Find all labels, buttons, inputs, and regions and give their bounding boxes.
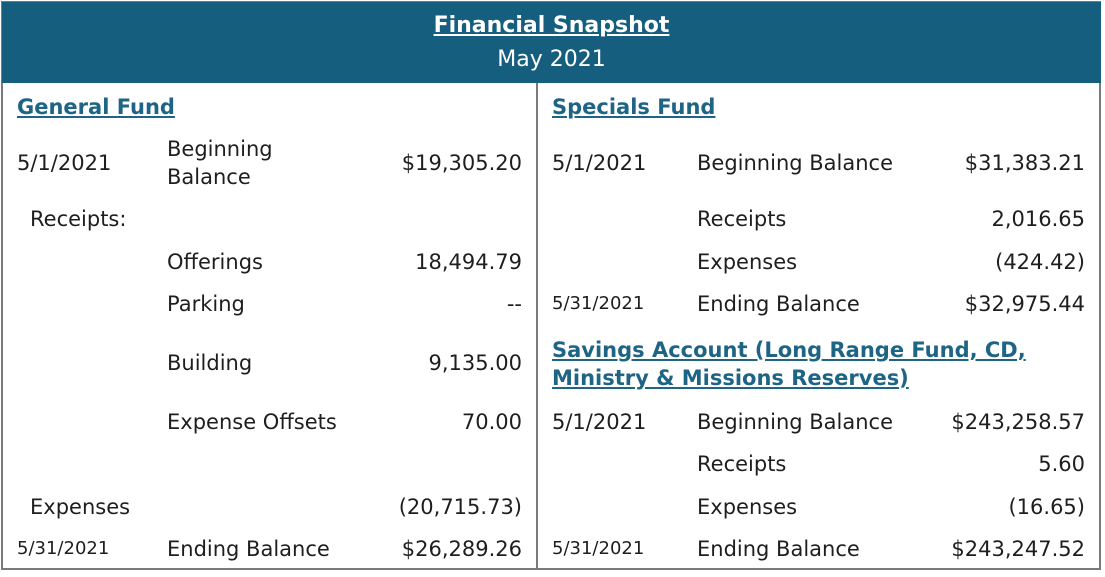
savings-heading-line1: Savings Account (Long Range Fund, CD, <box>552 338 1026 362</box>
savings-expenses-value: (16.65) <box>1008 495 1085 519</box>
specials-end-date: 5/31/2021 <box>552 293 645 314</box>
general-offerings-label: Offerings <box>167 250 263 274</box>
snapshot-frame <box>1 1 1101 570</box>
savings-begin-value: $243,258.57 <box>951 410 1085 434</box>
specials-end-value: $32,975.44 <box>964 292 1085 316</box>
specials-begin-date: 5/1/2021 <box>552 151 647 175</box>
general-begin-label-line2: Balance <box>167 165 251 189</box>
specials-begin-label: Beginning Balance <box>697 151 894 175</box>
general-begin-value: $19,305.20 <box>401 151 522 175</box>
general-parking-value: -- <box>506 292 522 316</box>
page-title: Financial Snapshot <box>433 13 670 38</box>
general-parking-label: Parking <box>167 292 245 316</box>
specials-expenses-label: Expenses <box>697 250 798 274</box>
general-receipts-label: Receipts: <box>30 207 127 231</box>
specials-fund-heading: Specials Fund <box>552 95 716 119</box>
page-subtitle: May 2021 <box>497 47 606 72</box>
savings-end-value: $243,247.52 <box>951 537 1085 561</box>
general-expenses-value: (20,715.73) <box>398 495 522 519</box>
general-begin-date: 5/1/2021 <box>17 151 112 175</box>
specials-begin-value: $31,383.21 <box>964 151 1085 175</box>
specials-end-label: Ending Balance <box>697 292 860 316</box>
general-end-label: Ending Balance <box>167 537 330 561</box>
savings-end-label: Ending Balance <box>697 537 860 561</box>
savings-end-date: 5/31/2021 <box>552 538 645 559</box>
savings-receipts-label: Receipts <box>697 452 787 476</box>
general-building-label: Building <box>167 351 253 375</box>
general-offsets-label: Expense Offsets <box>167 410 337 434</box>
general-building-value: 9,135.00 <box>428 351 522 375</box>
savings-begin-label: Beginning Balance <box>697 410 894 434</box>
header-banner <box>2 2 1101 83</box>
general-end-date: 5/31/2021 <box>17 538 110 559</box>
general-fund-heading: General Fund <box>17 95 175 119</box>
general-expenses-label: Expenses <box>30 495 131 519</box>
general-offsets-value: 70.00 <box>461 410 522 434</box>
savings-receipts-value: 5.60 <box>1038 452 1085 476</box>
specials-expenses-value: (424.42) <box>995 250 1085 274</box>
column-divider <box>536 83 538 569</box>
savings-heading-line2: Ministry & Missions Reserves) <box>552 366 909 390</box>
specials-receipts-value: 2,016.65 <box>991 207 1085 231</box>
general-end-value: $26,289.26 <box>401 537 522 561</box>
savings-begin-date: 5/1/2021 <box>552 410 647 434</box>
general-begin-label-line1: Beginning <box>167 137 273 161</box>
savings-expenses-label: Expenses <box>697 495 798 519</box>
specials-receipts-label: Receipts <box>697 207 787 231</box>
general-offerings-value: 18,494.79 <box>415 250 522 274</box>
